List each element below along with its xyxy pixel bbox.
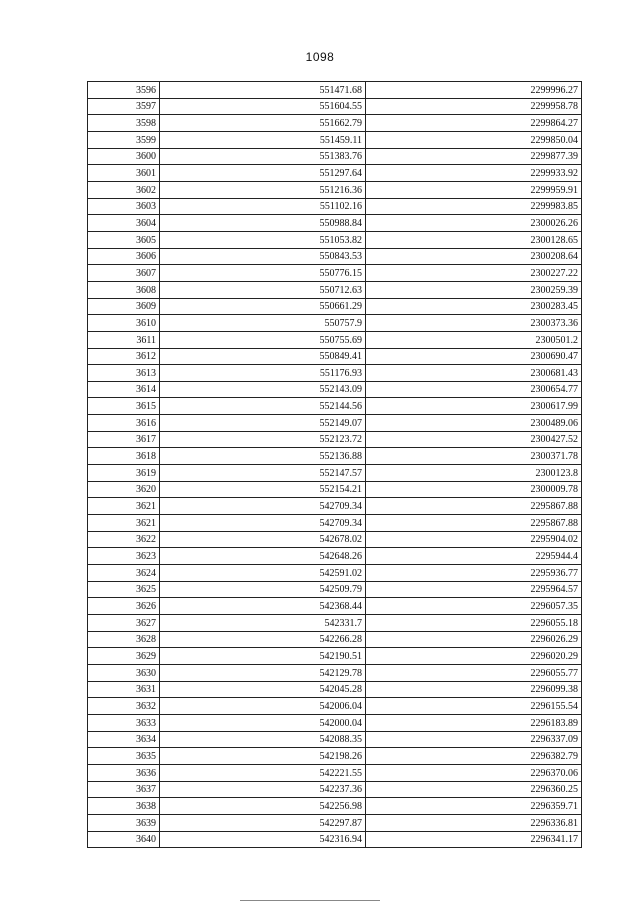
point-id-cell: 3630 — [88, 664, 160, 681]
table-row — [88, 748, 582, 765]
x-coordinate-cell: 542709.34 — [160, 515, 366, 532]
y-coordinate-cell: 2299850.04 — [366, 131, 582, 148]
y-coordinate-cell: 2296382.79 — [366, 748, 582, 765]
table-row — [88, 181, 582, 198]
y-coordinate-cell: 2296336.81 — [366, 814, 582, 831]
point-id-cell: 3638 — [88, 798, 160, 815]
x-coordinate-cell: 550988.84 — [160, 215, 366, 232]
point-id-cell: 3622 — [88, 531, 160, 548]
y-coordinate-cell: 2300501.2 — [366, 331, 582, 348]
table-row — [88, 531, 582, 548]
point-id-cell: 3616 — [88, 415, 160, 432]
point-id-cell: 3597 — [88, 98, 160, 115]
table-row — [88, 298, 582, 315]
table-row — [88, 565, 582, 582]
point-id-cell: 3608 — [88, 281, 160, 298]
x-coordinate-cell: 550849.41 — [160, 348, 366, 365]
point-id-cell: 3605 — [88, 231, 160, 248]
point-id-cell: 3637 — [88, 781, 160, 798]
x-coordinate-cell: 551459.11 — [160, 131, 366, 148]
table-body — [88, 82, 582, 848]
point-id-cell: 3626 — [88, 598, 160, 615]
point-id-cell: 3633 — [88, 714, 160, 731]
table-row — [88, 315, 582, 332]
x-coordinate-cell: 542648.26 — [160, 548, 366, 565]
point-id-cell: 3604 — [88, 215, 160, 232]
table-row — [88, 431, 582, 448]
y-coordinate-cell: 2299864.27 — [366, 115, 582, 132]
point-id-cell: 3620 — [88, 481, 160, 498]
point-id-cell: 3627 — [88, 615, 160, 632]
table-row — [88, 248, 582, 265]
x-coordinate-cell: 542709.34 — [160, 498, 366, 515]
x-coordinate-cell: 542331.7 — [160, 615, 366, 632]
table-row — [88, 448, 582, 465]
page-number: 1098 — [305, 50, 335, 64]
x-coordinate-cell: 550712.63 — [160, 281, 366, 298]
y-coordinate-cell: 2300617.99 — [366, 398, 582, 415]
y-coordinate-cell: 2296057.35 — [366, 598, 582, 615]
table-row — [88, 548, 582, 565]
table-row — [88, 131, 582, 148]
x-coordinate-cell: 542678.02 — [160, 531, 366, 548]
table-row — [88, 615, 582, 632]
point-id-cell: 3598 — [88, 115, 160, 132]
table-row — [88, 664, 582, 681]
point-id-cell: 3629 — [88, 648, 160, 665]
x-coordinate-cell: 550757.9 — [160, 315, 366, 332]
point-id-cell: 3639 — [88, 814, 160, 831]
point-id-cell: 3621 — [88, 515, 160, 532]
point-id-cell: 3619 — [88, 465, 160, 482]
table-row — [88, 714, 582, 731]
x-coordinate-cell: 550776.15 — [160, 265, 366, 282]
y-coordinate-cell: 2300009.78 — [366, 481, 582, 498]
table-row — [88, 165, 582, 182]
point-id-cell: 3602 — [88, 181, 160, 198]
x-coordinate-cell: 542256.98 — [160, 798, 366, 815]
y-coordinate-cell: 2300128.65 — [366, 231, 582, 248]
point-id-cell: 3615 — [88, 398, 160, 415]
point-id-cell: 3601 — [88, 165, 160, 182]
y-coordinate-cell: 2296341.17 — [366, 831, 582, 848]
y-coordinate-cell: 2300427.52 — [366, 431, 582, 448]
x-coordinate-cell: 542045.28 — [160, 681, 366, 698]
table-row — [88, 798, 582, 815]
x-coordinate-cell: 542368.44 — [160, 598, 366, 615]
point-id-cell: 3607 — [88, 265, 160, 282]
y-coordinate-cell: 2296370.06 — [366, 764, 582, 781]
x-coordinate-cell: 551471.68 — [160, 82, 366, 99]
y-coordinate-cell: 2295904.02 — [366, 531, 582, 548]
x-coordinate-cell: 551604.55 — [160, 98, 366, 115]
table-row — [88, 281, 582, 298]
x-coordinate-cell: 551102.16 — [160, 198, 366, 215]
y-coordinate-cell: 2300690.47 — [366, 348, 582, 365]
x-coordinate-cell: 542000.04 — [160, 714, 366, 731]
y-coordinate-cell: 2300371.78 — [366, 448, 582, 465]
point-id-cell: 3631 — [88, 681, 160, 698]
point-id-cell: 3621 — [88, 498, 160, 515]
x-coordinate-cell: 542591.02 — [160, 565, 366, 582]
y-coordinate-cell: 2296055.18 — [366, 615, 582, 632]
y-coordinate-cell: 2300026.26 — [366, 215, 582, 232]
table-row — [88, 681, 582, 698]
point-id-cell: 3624 — [88, 565, 160, 582]
table-row — [88, 648, 582, 665]
table-row — [88, 398, 582, 415]
y-coordinate-cell: 2300208.64 — [366, 248, 582, 265]
table-row — [88, 764, 582, 781]
point-id-cell: 3640 — [88, 831, 160, 848]
x-coordinate-cell: 551176.93 — [160, 365, 366, 382]
y-coordinate-cell: 2299996.27 — [366, 82, 582, 99]
y-coordinate-cell: 2299933.92 — [366, 165, 582, 182]
table-row — [88, 348, 582, 365]
x-coordinate-cell: 542088.35 — [160, 731, 366, 748]
x-coordinate-cell: 552147.57 — [160, 465, 366, 482]
table-row — [88, 82, 582, 99]
y-coordinate-cell: 2300489.06 — [366, 415, 582, 432]
table-row — [88, 781, 582, 798]
point-id-cell: 3617 — [88, 431, 160, 448]
x-coordinate-cell: 542297.87 — [160, 814, 366, 831]
table-row — [88, 365, 582, 382]
x-coordinate-cell: 550755.69 — [160, 331, 366, 348]
y-coordinate-cell: 2295936.77 — [366, 565, 582, 582]
x-coordinate-cell: 542129.78 — [160, 664, 366, 681]
point-id-cell: 3611 — [88, 331, 160, 348]
x-coordinate-cell: 552144.56 — [160, 398, 366, 415]
table-row — [88, 515, 582, 532]
point-id-cell: 3635 — [88, 748, 160, 765]
point-id-cell: 3610 — [88, 315, 160, 332]
table-row — [88, 198, 582, 215]
y-coordinate-cell: 2296020.29 — [366, 648, 582, 665]
y-coordinate-cell: 2295964.57 — [366, 581, 582, 598]
table-row — [88, 698, 582, 715]
y-coordinate-cell: 2299877.39 — [366, 148, 582, 165]
point-id-cell: 3600 — [88, 148, 160, 165]
point-id-cell: 3609 — [88, 298, 160, 315]
table-row — [88, 415, 582, 432]
table-row — [88, 381, 582, 398]
point-id-cell: 3606 — [88, 248, 160, 265]
table-row — [88, 814, 582, 831]
y-coordinate-cell: 2296360.25 — [366, 781, 582, 798]
x-coordinate-cell: 542509.79 — [160, 581, 366, 598]
point-id-cell: 3623 — [88, 548, 160, 565]
bottom-divider — [240, 900, 380, 901]
x-coordinate-cell: 551383.76 — [160, 148, 366, 165]
table-row — [88, 331, 582, 348]
coordinates-table — [87, 81, 582, 848]
y-coordinate-cell: 2300283.45 — [366, 298, 582, 315]
table-row — [88, 115, 582, 132]
x-coordinate-cell: 551297.64 — [160, 165, 366, 182]
point-id-cell: 3634 — [88, 731, 160, 748]
table-row — [88, 631, 582, 648]
table-row — [88, 731, 582, 748]
y-coordinate-cell: 2296359.71 — [366, 798, 582, 815]
x-coordinate-cell: 550843.53 — [160, 248, 366, 265]
y-coordinate-cell: 2296337.09 — [366, 731, 582, 748]
table-row — [88, 481, 582, 498]
table-row — [88, 215, 582, 232]
x-coordinate-cell: 552154.21 — [160, 481, 366, 498]
table-row — [88, 265, 582, 282]
point-id-cell: 3614 — [88, 381, 160, 398]
y-coordinate-cell: 2299959.91 — [366, 181, 582, 198]
y-coordinate-cell: 2300654.77 — [366, 381, 582, 398]
point-id-cell: 3613 — [88, 365, 160, 382]
y-coordinate-cell: 2300373.36 — [366, 315, 582, 332]
y-coordinate-cell: 2300123.8 — [366, 465, 582, 482]
y-coordinate-cell: 2296099.38 — [366, 681, 582, 698]
table-row — [88, 831, 582, 848]
x-coordinate-cell: 542316.94 — [160, 831, 366, 848]
point-id-cell: 3636 — [88, 764, 160, 781]
y-coordinate-cell: 2295944.4 — [366, 548, 582, 565]
x-coordinate-cell: 551662.79 — [160, 115, 366, 132]
table-row — [88, 465, 582, 482]
x-coordinate-cell: 552149.07 — [160, 415, 366, 432]
x-coordinate-cell: 542237.36 — [160, 781, 366, 798]
x-coordinate-cell: 542198.26 — [160, 748, 366, 765]
x-coordinate-cell: 550661.29 — [160, 298, 366, 315]
x-coordinate-cell: 542006.04 — [160, 698, 366, 715]
point-id-cell: 3625 — [88, 581, 160, 598]
point-id-cell: 3596 — [88, 82, 160, 99]
x-coordinate-cell: 542190.51 — [160, 648, 366, 665]
y-coordinate-cell: 2300681.43 — [366, 365, 582, 382]
point-id-cell: 3618 — [88, 448, 160, 465]
x-coordinate-cell: 542221.55 — [160, 764, 366, 781]
point-id-cell: 3612 — [88, 348, 160, 365]
y-coordinate-cell: 2295867.88 — [366, 515, 582, 532]
point-id-cell: 3599 — [88, 131, 160, 148]
y-coordinate-cell: 2295867.88 — [366, 498, 582, 515]
table-row — [88, 598, 582, 615]
y-coordinate-cell: 2299983.85 — [366, 198, 582, 215]
x-coordinate-cell: 552143.09 — [160, 381, 366, 398]
y-coordinate-cell: 2296183.89 — [366, 714, 582, 731]
table-row — [88, 498, 582, 515]
table-row — [88, 98, 582, 115]
y-coordinate-cell: 2300259.39 — [366, 281, 582, 298]
point-id-cell: 3632 — [88, 698, 160, 715]
y-coordinate-cell: 2296155.54 — [366, 698, 582, 715]
y-coordinate-cell: 2296055.77 — [366, 664, 582, 681]
y-coordinate-cell: 2296026.29 — [366, 631, 582, 648]
x-coordinate-cell: 542266.28 — [160, 631, 366, 648]
y-coordinate-cell: 2299958.78 — [366, 98, 582, 115]
table-row — [88, 148, 582, 165]
point-id-cell: 3603 — [88, 198, 160, 215]
y-coordinate-cell: 2300227.22 — [366, 265, 582, 282]
table-row — [88, 581, 582, 598]
point-id-cell: 3628 — [88, 631, 160, 648]
x-coordinate-cell: 551053.82 — [160, 231, 366, 248]
x-coordinate-cell: 552136.88 — [160, 448, 366, 465]
x-coordinate-cell: 551216.36 — [160, 181, 366, 198]
table-row — [88, 231, 582, 248]
x-coordinate-cell: 552123.72 — [160, 431, 366, 448]
